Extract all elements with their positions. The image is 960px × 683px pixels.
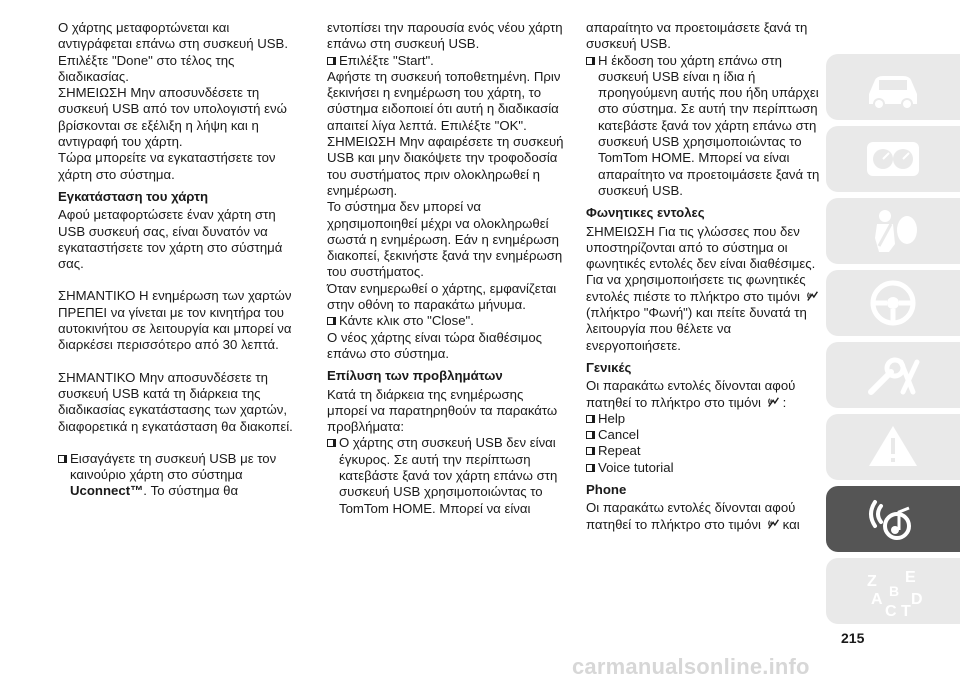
text-column-2 [327,20,565,517]
bullet-icon [586,415,593,423]
bullet-icon [327,57,334,65]
paragraph: Ο χάρτης μεταφορτώνεται και αντιγράφεται επάνω στη συσκευή USB. [58,20,289,52]
index-letter: A [871,591,883,608]
dashboard-icon [861,132,925,186]
bullet-icon [327,439,334,447]
paragraph: Όταν ενημερωθεί ο χάρτης, εμφανίζεται στην οθόνη το παρακάτω μήνυμα. [327,280,557,313]
index-letter: C [885,603,897,618]
tab-dashboard[interactable] [826,126,960,192]
index-letter: E [905,569,916,586]
voice-button-icon [767,518,781,532]
seatbelt-airbag-icon [861,204,925,258]
tab-safety[interactable] [826,198,960,264]
car-icon [861,60,925,114]
step-item: Επιλέξτε "Start". [327,53,565,69]
paragraph: Το σύστημα δεν μπορεί να χρησιμοποιηθεί μέχρι να ολοκληρωθεί σωστά η ενημέρωση. Εάν η ενημέρωση διακοπεί, ξεκινήστε ξανά την ενημέρωση του συστήματος. [327,199,563,280]
section-heading: Γενικές [586,359,632,375]
index-letter: D [911,591,923,608]
problem-item: Ο χάρτης στη συσκευή USB δεν είναι έγκυρος. Σε αυτή την περίπτωση κατεβάστε ξανά τον χάρτη επάνω στη συσκευή USB χρησιμοποιώντας το TomTom HOME. Μπορεί να είναι [327,435,565,516]
note-paragraph: ΣΗΜΕΙΩΣΗ Για τις γλώσσες που δεν υποστηρίζονται από το σύστημα οι φωνητικές εντολές δεν είναι διαθέσιμες. Για να χρησιμοποιήσετε τις φωνητικές εντολές πιέστε το πλήκτρο στο τιμόνι (πλήκτρο "Φωνή") και πείτε δυνατά τη λειτουργία που θέλετε να ενεργοποιήσετε. [586,224,824,354]
tab-maintenance[interactable] [826,414,960,480]
paragraph: απαραίτητο να προετοιμάσετε ξανά τη συσκευή USB. [586,20,808,52]
section-heading: Επίλυση των προβλημάτων [327,368,503,384]
index-letter: B [889,583,900,599]
paragraph: Τώρα μπορείτε να εγκαταστήσετε τον χάρτη στο σύστημα. [58,150,276,182]
important-paragraph: ΣΗΜΑΝΤΙΚΟ Μην αποσυνδέσετε τη συσκευή USB κατά τη διάρκεια της διαδικασίας εγκατάστασης των χαρτών, διαφορετικά η εγκατάσταση θα διακοπεί. [58,369,293,434]
bullet-icon [58,455,65,463]
note-paragraph: ΣΗΜΕΙΩΣΗ Μην αποσυνδέσετε τη συσκευή USB από τον υπολογιστή ενώ βρίσκονται σε εξέλιξη η λήψη και η αντιγραφή του χάρτη. [58,85,287,150]
tab-index[interactable] [826,558,960,624]
voice-button-icon [767,396,781,410]
paragraph: Οι παρακάτω εντολές δίνονται αφού πατηθεί το πλήκτρο στο τιμόνι και [586,500,800,532]
step-item: Εισαγάγετε τη συσκευή USB με τον καινούριο χάρτη στο σύστημα Uconnect™. Το σύστημα θα [58,451,296,500]
uconnect-label: Uconnect™ [70,483,144,499]
section-heading: Phone [586,482,627,498]
text-column-1 [58,20,296,500]
paragraph: Αφήστε τη συσκευή τοποθετημένη. Πριν ξεκινήσει η ενημέρωση του χάρτη, το σύστημα ειδοποιεί ότι αυτή η διαδικασία απαιτεί λίγα λεπτά. Επιλέξτε "OK". [327,68,561,133]
page-number: 215 [841,630,865,646]
command-item-repeat: Repeat [586,443,824,459]
note-paragraph: ΣΗΜΕΙΩΣΗ Μην αφαιρέσετε τη συσκευή USB και μην διακόψετε την τροφοδοσία του συστήματος πριν ολοκληρωθεί η ενημέρωση. [327,134,564,198]
tab-driving[interactable] [826,270,960,336]
section-heading: Εγκατάσταση του χάρτη [58,188,209,204]
paragraph: Κατά τη διάρκεια της ενημέρωσης μπορεί να παρατηρηθούν τα παρακάτω προβλήματα: [327,386,558,435]
tab-vehicle[interactable] [826,54,960,120]
paragraph: Οι παρακάτω εντολές δίνονται αφού πατηθεί το πλήκτρο στο τιμόνι : [586,378,796,410]
voice-button-icon [806,290,820,304]
index-letters-icon [861,564,925,618]
command-item-voice-tutorial: Voice tutorial [586,460,824,476]
command-item-cancel: Cancel [586,427,824,443]
paragraph: Ο νέος χάρτης είναι τώρα διαθέσιμος επάνω στο σύστημα. [327,329,543,361]
bullet-icon [586,431,593,439]
paragraph: εντοπίσει την παρουσία ενός νέου χάρτη επάνω στη συσκευή USB. [327,20,563,52]
paragraph: Αφού μεταφορτώσετε έναν χάρτη στη USB συσκευή σας, είναι δυνατόν να εγκαταστήσετε τον χάρτη στο σύστημά σας. [58,207,283,272]
tab-emergency[interactable] [826,342,960,408]
text-column-3 [586,20,824,533]
index-letter: T [901,603,911,618]
tab-multimedia[interactable] [826,486,960,552]
warning-icon [861,420,925,474]
section-heading: Φωνητικες εντολες [586,205,705,221]
multimedia-icon [861,492,925,546]
watermark: carmanualsonline.info [572,654,810,679]
index-letter: Z [867,573,877,590]
steering-wheel-icon [861,276,925,330]
important-paragraph: ΣΗΜΑΝΤΙΚΟ Η ενημέρωση των χαρτών ΠΡΕΠΕΙ να γίνεται με τον κινητήρα του αυτοκινήτου σε λειτουργία και μπορεί να διαρκέσει περισσότερο από 30 λεπτά. [58,288,292,353]
tools-icon [861,348,925,402]
bullet-icon [586,57,593,65]
bullet-icon [327,317,334,325]
bullet-icon [586,464,593,472]
paragraph: Επιλέξτε "Done" στο τέλος της διαδικασίας. [58,52,235,84]
problem-item: Η έκδοση του χάρτη επάνω στη συσκευή USB είναι η ίδια ή προηγούμενη αυτής που ήδη υπάρχει στο σύστημα. Σε αυτή την περίπτωση κατεβάστε ξανά τον χάρτη επάνω στη συσκευή USB χρησιμοποιώντας το TomTom HOME. Μπορεί να είναι απαραίτητο να προετοιμάσετε ξανά τη συσκευή USB. [586,53,824,200]
bullet-icon [586,447,593,455]
step-item: Κάντε κλικ στο "Close". [327,313,565,329]
command-item-help: Help [586,411,824,427]
